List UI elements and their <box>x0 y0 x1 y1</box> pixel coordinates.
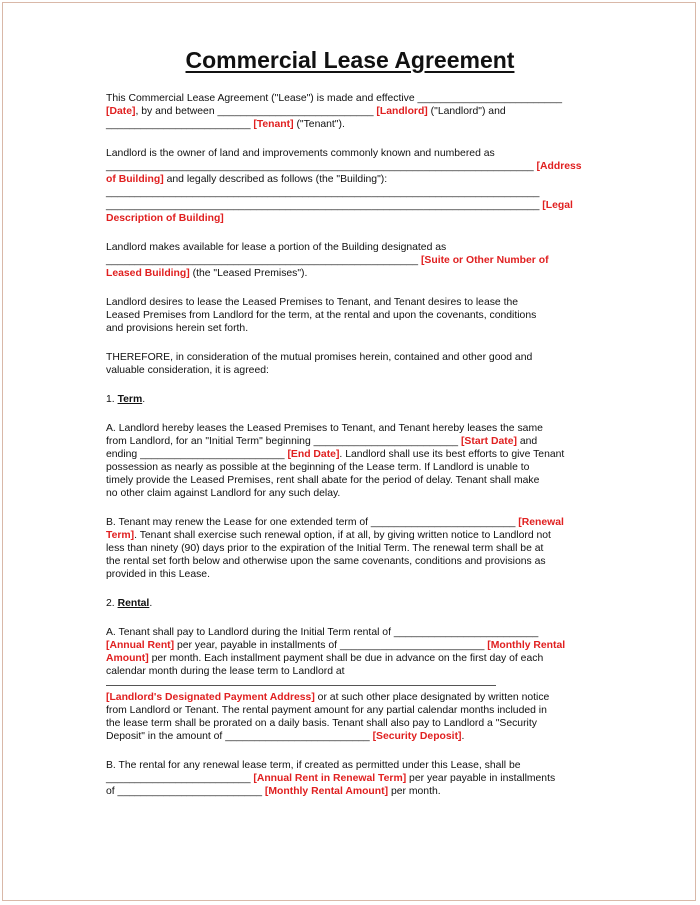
text-segment: ______________________________________________________ <box>106 255 421 266</box>
text-line <box>106 422 543 435</box>
text-segment: . <box>461 731 465 742</box>
text-segment: Leased Premises from Landlord for the term, at the rental and upon the covenants, conditions <box>106 310 537 321</box>
text-segment: per month. <box>388 786 441 797</box>
text-segment: (the "Leased Premises"). <box>189 268 308 279</box>
text-segment: of _________________________ <box>106 786 265 797</box>
text-line <box>106 351 532 364</box>
text-segment: per year, payable in installments of _________________________ <box>174 640 488 651</box>
text-segment: Landlord desires to lease the Leased Premises to Tenant, and Tenant desires to lease the <box>106 297 519 308</box>
text-line <box>106 555 546 568</box>
text-segment: calendar month during the lease term to Landlord at <box>106 666 345 677</box>
document-title: Commercial Lease Agreement <box>185 47 515 73</box>
text-segment: . <box>142 394 146 405</box>
text-line <box>106 487 340 500</box>
text-line <box>106 296 518 309</box>
text-segment: or at such other place designated by written notice <box>314 692 550 703</box>
text-line <box>106 186 539 199</box>
placeholder-field: of Building] <box>106 174 164 185</box>
text-line <box>106 241 446 254</box>
text-segment: . Tenant shall exercise such renewal option, if at all, by giving written notice to Landlord not <box>134 530 551 541</box>
text-line <box>106 461 529 474</box>
document-page <box>2 2 696 901</box>
text-segment: and provisions herein set forth. <box>106 323 249 334</box>
section-heading: Rental <box>117 598 150 609</box>
text-segment: A. Landlord hereby leases the Leased Premises to Tenant, and Tenant hereby leases the same <box>106 423 543 434</box>
text-segment: provided in this Lease. <box>106 569 210 580</box>
text-line <box>106 105 506 118</box>
section-heading: Term <box>117 394 143 405</box>
text-line <box>106 652 543 665</box>
text-segment: 2. <box>106 598 118 609</box>
text-line <box>106 772 555 785</box>
placeholder-field: [Address <box>536 161 582 172</box>
text-segment: 1. <box>106 394 118 405</box>
text-line <box>106 704 547 717</box>
text-segment: from Landlord, for an "Initial Term" beginning _________________________ <box>106 436 461 447</box>
text-line <box>106 730 464 743</box>
text-line <box>106 254 549 267</box>
text-segment: This Commercial Lease Agreement ("Lease") is made and effective _________________________ <box>106 93 563 104</box>
text-line <box>106 542 543 555</box>
text-line <box>106 147 495 160</box>
text-segment: and legally described as follows (the "Building"): <box>163 174 388 185</box>
text-segment: ending _________________________ <box>106 449 288 460</box>
text-line <box>106 267 307 280</box>
placeholder-field: [Security Deposit] <box>372 731 462 742</box>
text-segment: . <box>149 598 153 609</box>
text-segment: no other claim against Landlord for any such delay. <box>106 488 341 499</box>
text-segment: ___________________________________________________________________________ <box>106 187 540 198</box>
payment-address-blank <box>106 685 496 686</box>
text-segment: per year payable in installments <box>406 773 556 784</box>
text-segment: the rental set forth below and otherwise upon the same covenants, conditions and provisions as <box>106 556 546 567</box>
text-segment: THEREFORE, in consideration of the mutual promises herein, contained and other good and <box>106 352 533 363</box>
text-segment: B. The rental for any renewal lease term, if created as permitted under this Lease, shall be <box>106 760 521 771</box>
text-line <box>106 691 549 704</box>
placeholder-field: [Tenant] <box>253 119 294 130</box>
placeholder-field: [Renewal <box>518 517 564 528</box>
placeholder-field: [Start Date] <box>460 436 517 447</box>
text-line <box>106 785 441 798</box>
placeholder-field: [Legal <box>542 200 573 211</box>
text-segment: Landlord makes available for lease a portion of the Building designated as <box>106 242 447 253</box>
text-line <box>106 626 538 639</box>
text-segment: __________________________________________________________________________ <box>106 161 537 172</box>
text-segment: Deposit" in the amount of _________________________ <box>106 731 373 742</box>
text-line <box>106 717 537 730</box>
text-segment: timely provide the Leased Premises, rent shall abate for the period of delay. Tenant shall make <box>106 475 540 486</box>
text-line <box>106 474 539 487</box>
text-line <box>106 516 564 529</box>
text-segment: ("Landlord") and <box>427 106 506 117</box>
text-line <box>106 160 582 173</box>
text-segment: A. Tenant shall pay to Landlord during the Initial Term rental of _________________________ <box>106 627 539 638</box>
placeholder-field: [Annual Rent] <box>106 640 175 651</box>
text-segment: possession as nearly as possible at the beginning of the Lease term. If Landlord is unable to <box>106 462 530 473</box>
text-segment: less than ninety (90) days prior to the expiration of the Initial Term. The renewal term shall be at <box>106 543 544 554</box>
placeholder-field: Leased Building] <box>106 268 190 279</box>
text-line <box>106 435 537 448</box>
text-line <box>106 639 565 652</box>
placeholder-field: [Monthly Rental <box>487 640 566 651</box>
placeholder-field: [Landlord] <box>376 106 428 117</box>
placeholder-field: Description of Building] <box>106 213 224 224</box>
placeholder-field: [Date] <box>106 106 136 117</box>
placeholder-field: [Landlord's Designated Payment Address] <box>106 692 315 703</box>
text-segment: , by and between ___________________________ <box>135 106 377 117</box>
text-segment: ___________________________________________________________________________ <box>106 200 543 211</box>
text-line <box>106 322 248 335</box>
text-line <box>106 759 521 772</box>
placeholder-field: [Suite or Other Number of <box>420 255 549 266</box>
text-line <box>106 597 152 610</box>
placeholder-field: [Monthly Rental Amount] <box>264 786 389 797</box>
text-line <box>106 364 269 377</box>
placeholder-field: Term] <box>106 530 135 541</box>
text-segment: B. Tenant may renew the Lease for one extended term of _________________________ <box>106 517 519 528</box>
text-segment: the lease term shall be prorated on a daily basis. Tenant shall also pay to Landlord a "Security <box>106 718 537 729</box>
text-segment: _________________________ <box>106 119 254 130</box>
text-segment: . Landlord shall use its best efforts to give Tenant <box>339 449 565 460</box>
text-line <box>106 199 573 212</box>
placeholder-field: Amount] <box>106 653 149 664</box>
text-segment: valuable consideration, it is agreed: <box>106 365 269 376</box>
text-segment: and <box>516 436 538 447</box>
text-line <box>106 393 145 406</box>
text-segment: _________________________ <box>106 773 254 784</box>
text-segment: per month. Each installment payment shall be due in advance on the first day of each <box>148 653 544 664</box>
text-line <box>106 92 562 105</box>
placeholder-field: [Annual Rent in Renewal Term] <box>253 773 407 784</box>
text-segment: ("Tenant"). <box>293 119 345 130</box>
placeholder-field: [End Date] <box>287 449 340 460</box>
text-line <box>106 529 551 542</box>
text-line <box>106 448 564 461</box>
text-segment: from Landlord or Tenant. The rental payment amount for any partial calendar months included in <box>106 705 547 716</box>
text-line <box>106 309 536 322</box>
text-line <box>106 212 224 225</box>
text-line <box>106 568 210 581</box>
text-line <box>106 118 345 131</box>
text-segment: Landlord is the owner of land and improvements commonly known and numbered as <box>106 148 495 159</box>
text-line <box>106 665 345 678</box>
text-line <box>106 173 387 186</box>
